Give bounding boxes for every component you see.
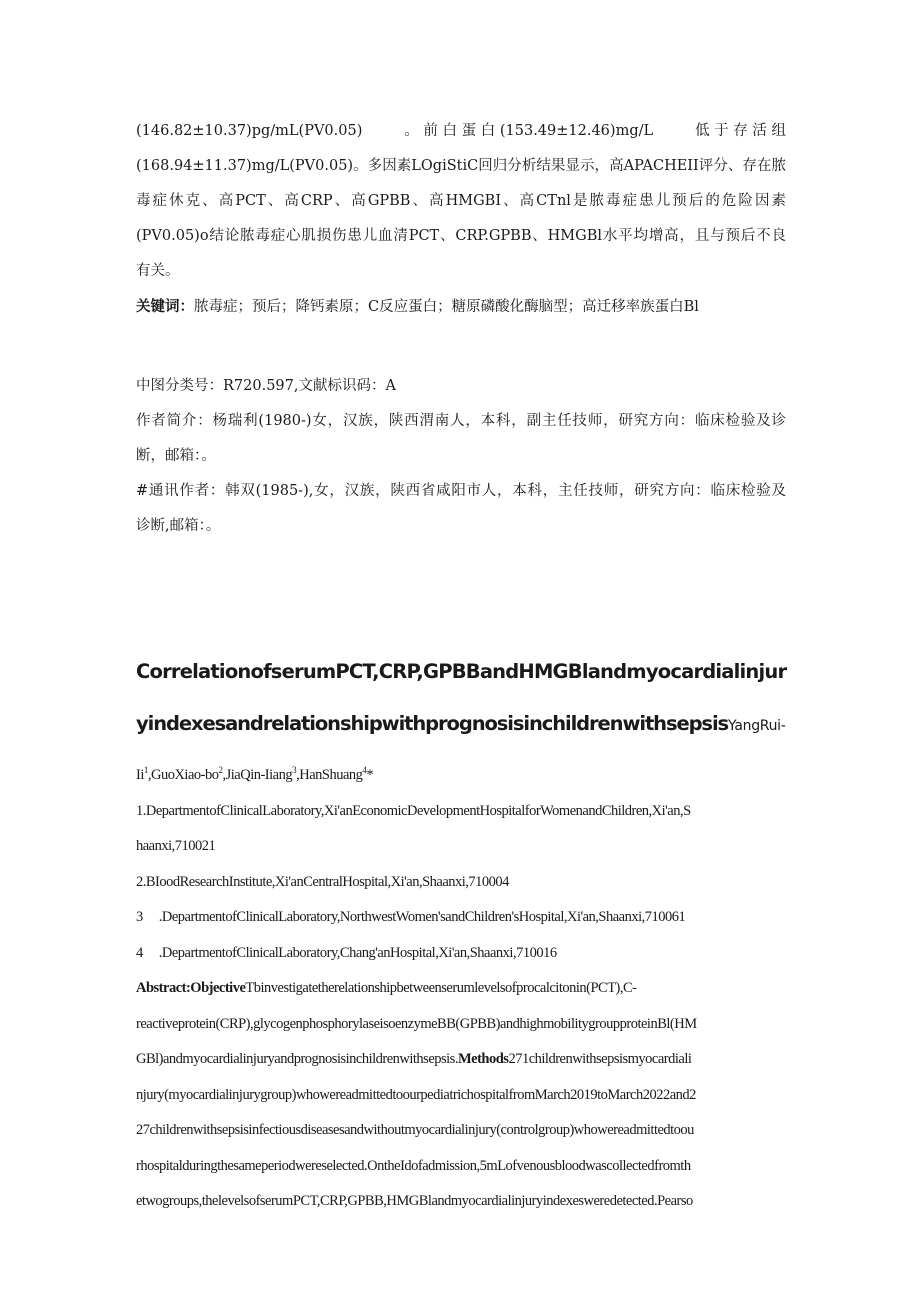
abstract-line-7: etwogroups,thelevelsofserumPCT,CRP,GPBB,HMGBlandmyocardialinjuryindexesweredetected.Pearso bbox=[136, 1193, 693, 1209]
english-title-line-1: CorrelationofserumPCT,CRP,GPBBandHMGBlandmyocardialinjur bbox=[136, 660, 787, 683]
zh-line-5: 有关。 bbox=[136, 263, 180, 279]
english-title-text: yindexesandrelationshipwithprognosisinchildrenwithsepsis bbox=[136, 712, 729, 735]
zh-line-1-left: (146.82±10.37)pg/mL(PV0.05) bbox=[136, 123, 363, 139]
keywords-label: 关键词： bbox=[136, 298, 194, 315]
affiliation-1-line-1: 1.DepartmentofClinicalLaboratory,Xi'anEconomicDevelopmentHospitalforWomenandChildren,Xi'an,S bbox=[136, 802, 691, 819]
zh-line-3: 毒症休克、高PCT、高CRP、高GPBB、高HMGBI、高CTnl是脓毒症患儿预后的危险因素 bbox=[136, 193, 786, 209]
abstract-line-5: 27childrenwithsepsisinfectiousdiseasesandwithoutmyocardialinjury(controlgroup)whowereadmittedtoou bbox=[136, 1122, 694, 1138]
authors-start: YangRui- bbox=[728, 718, 786, 734]
abstract-line-4: njury(myocardialinjurygroup)whowereadmittedtoourpediatrichospitalfromMarch2019toMarch2022and2 bbox=[136, 1086, 696, 1103]
objective-label: Objective bbox=[190, 980, 246, 996]
affiliation-4: 4 .DepartmentofClinicalLaboratory,Chang'anHospital,Xi'an,Shaanxi,710016 bbox=[136, 944, 557, 961]
chinese-abstract bbox=[136, 114, 786, 325]
methods-label: Methods bbox=[457, 1051, 509, 1067]
keywords-text: 脓毒症；预后；降钙素原；C反应蛋白；糖原磷酸化酶脑型；高迁移率族蛋白Bl bbox=[194, 299, 699, 315]
english-title-line-2 bbox=[136, 712, 786, 735]
abstract-line-6: rhospitalduringthesameperiodwereselected.OntheIdofadmission,5mLofvenousbloodwascollectedfromth bbox=[136, 1157, 691, 1174]
author-intro-line-2: 断，邮箱：。 bbox=[136, 448, 216, 464]
affiliation-3: 3 .DepartmentofClinicalLaboratory,NorthwestWomen'sandChildren'sHospital,Xi'an,Shaanxi,710061 bbox=[136, 909, 686, 925]
classification-line: 中图分类号：R720.597,文献标识码：A bbox=[136, 378, 396, 394]
abstract-line-1: Abstract:ObjectiveTbinvestigatetherelationshipbetweenserumlevelsofprocalcitonin(PCT),C- bbox=[136, 980, 637, 996]
keywords bbox=[136, 289, 786, 325]
affiliation-1-line-2: haanxi,710021 bbox=[136, 838, 216, 854]
zh-line-1-mid: 。 前 白 蛋 白 (153.49±12.46)mg/L bbox=[404, 123, 654, 139]
corresponding-line-2: 诊断,邮箱：。 bbox=[136, 518, 221, 534]
zh-line-4: (PV0.05)o结论脓毒症心肌损伤患儿血清PCT、CRP.GPBB、HMGBl水平均增高，且与预后不良 bbox=[136, 228, 786, 244]
abstract-line-2: reactiveprotein(CRP),glycogenphosphorylaseisoenzymeBB(GPBB)andhighmobilitygroupproteinBl(HM bbox=[136, 1015, 697, 1032]
abstract-label: Abstract: bbox=[136, 980, 191, 996]
affiliation-2: 2.BIoodResearchInstitute,Xi'anCentralHospital,Xi'an,Shaanxi,710004 bbox=[136, 873, 509, 890]
corresponding-line-1: #通讯作者：韩双(1985-),女，汉族，陕西省咸阳市人，本科，主任技师，研究方向：临床检验及 bbox=[136, 483, 786, 499]
english-front-matter bbox=[136, 758, 786, 1220]
zh-line-2: (168.94±11.37)mg/L(PV0.05)。多因素LOgiStiC回归分析结果显示，高APACHEII评分、存在脓 bbox=[136, 158, 786, 174]
authors-line: $Ii^1,GuoXiao-bo^2,JiaQin-Iiang^3,HanShuang^4*$ bbox=[136, 765, 374, 783]
abstract-line-3: GBl)andmyocardialinjuryandprognosisinchildrenwithsepsis.Methods271childrenwithsepsismyocardiali bbox=[136, 1051, 692, 1067]
author-intro-line-1: 作者简介：杨瑞利(1980-)女，汉族，陕西渭南人，本科，副主任技师，研究方向：临床检验及诊 bbox=[136, 413, 786, 429]
zh-line-1-right: 低 于 存 活 组 bbox=[695, 123, 786, 139]
article-meta bbox=[136, 369, 786, 544]
zh-line-1 bbox=[136, 114, 786, 149]
